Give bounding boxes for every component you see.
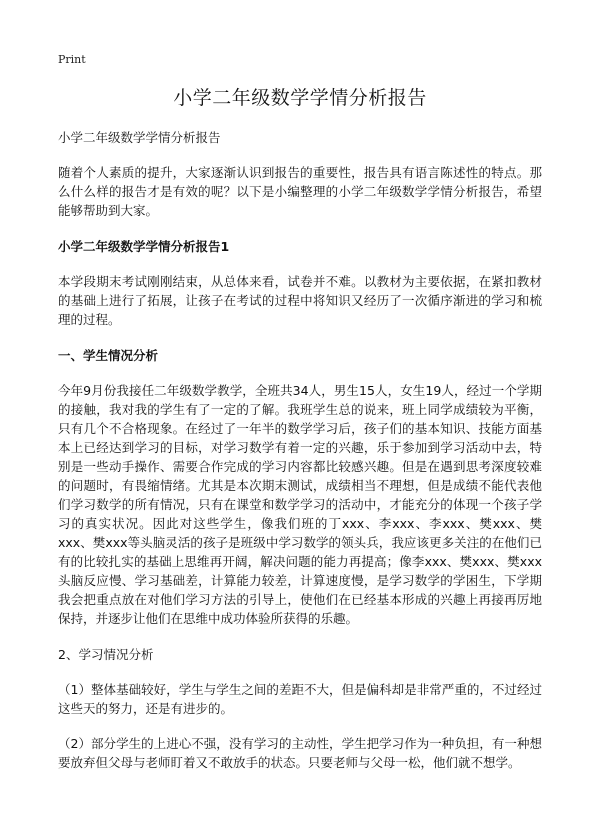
page-title: 小学二年级数学学情分析报告 (173, 87, 427, 109)
intro-paragraph: 随着个人素质的提升，大家逐渐认识到报告的重要性，报告具有语言陈述性的特点。那么什么样的报告才是有效的呢？以下是小编整理的小学二年级数学学情分析报告，希望能够帮助到大家。 (58, 165, 542, 218)
part1-heading: 一、学生情况分析 (58, 348, 159, 363)
part2-item-2: （2）部分学生的上进心不强，没有学习的主动性，学生把学习作为一种负担，有一种想要放弃但父母与老师盯着又不敢放手的状态。只要老师与父母一松，他们就不想学。 (58, 736, 542, 770)
part1-paragraph: 今年9月份我接任二年级数学教学，全班共34人，男生15人，女生19人，经过一个学期的接触，我对我的学生有了一定的了解。我班学生总的说来，班上同学成绩较为平衡，只有几个不合格现象。在经过了一年半的数学学习后，孩子们的基本知识、技能方面基本上已经达到学习的目标，对学习数学有着一定的兴趣，乐于参加到学习活动中去，特别是一些动手操作、需要合作完成的学习内容都比较感兴趣。但是在遇到思考深度较难的问题时，有畏缩情绪。尤其是本次期末测试，成绩相当不理想，但是成绩不能代表他们学习数学的所有情况，只有在课堂和数学学习的活动中，才能充分的体现一个孩子学习的真实状况。因此对这些学生，像我们班的丁xxx、李xxx、李xxx、樊xxx、樊xxx、樊xxx等头脑灵活的孩子是班级中学习数学的领头兵，我应该更多关注的在他们已有的比较扎实的基础上思维再开阔，解决问题的能力再提高；像李xxx、樊xxx、樊xxx头脑反应慢、学习基础差，计算能力较差，计算速度慢，是学习数学的学困生，下学期我会把重点放在对他们学习方法的引导上，使他们在已经基本形成的兴趣上再接再厉地保持，并逐步让他们在思维中成功体验所获得的乐趣。 (58, 383, 542, 626)
section1-paragraph: 本学段期末考试刚刚结束，从总体来看，试卷并不难。以教材为主要依据，在紧扣教材的基础上进行了拓展，让孩子在考试的过程中将知识又经历了一次循序渐进的学习和梳理的过程。 (58, 274, 542, 327)
part2-heading: 2、学习情况分析 (58, 647, 154, 662)
part2-item-1: （1）整体基础较好，学生与学生之间的差距不大，但是偏科却是非常严重的，不过经过这些天的努力，还是有进步的。 (58, 682, 542, 716)
document-subtitle: 小学二年级数学学情分析报告 (58, 130, 221, 145)
print-link[interactable]: Print (58, 53, 86, 66)
section1-heading: 小学二年级数学学情分析报告1 (58, 239, 230, 254)
